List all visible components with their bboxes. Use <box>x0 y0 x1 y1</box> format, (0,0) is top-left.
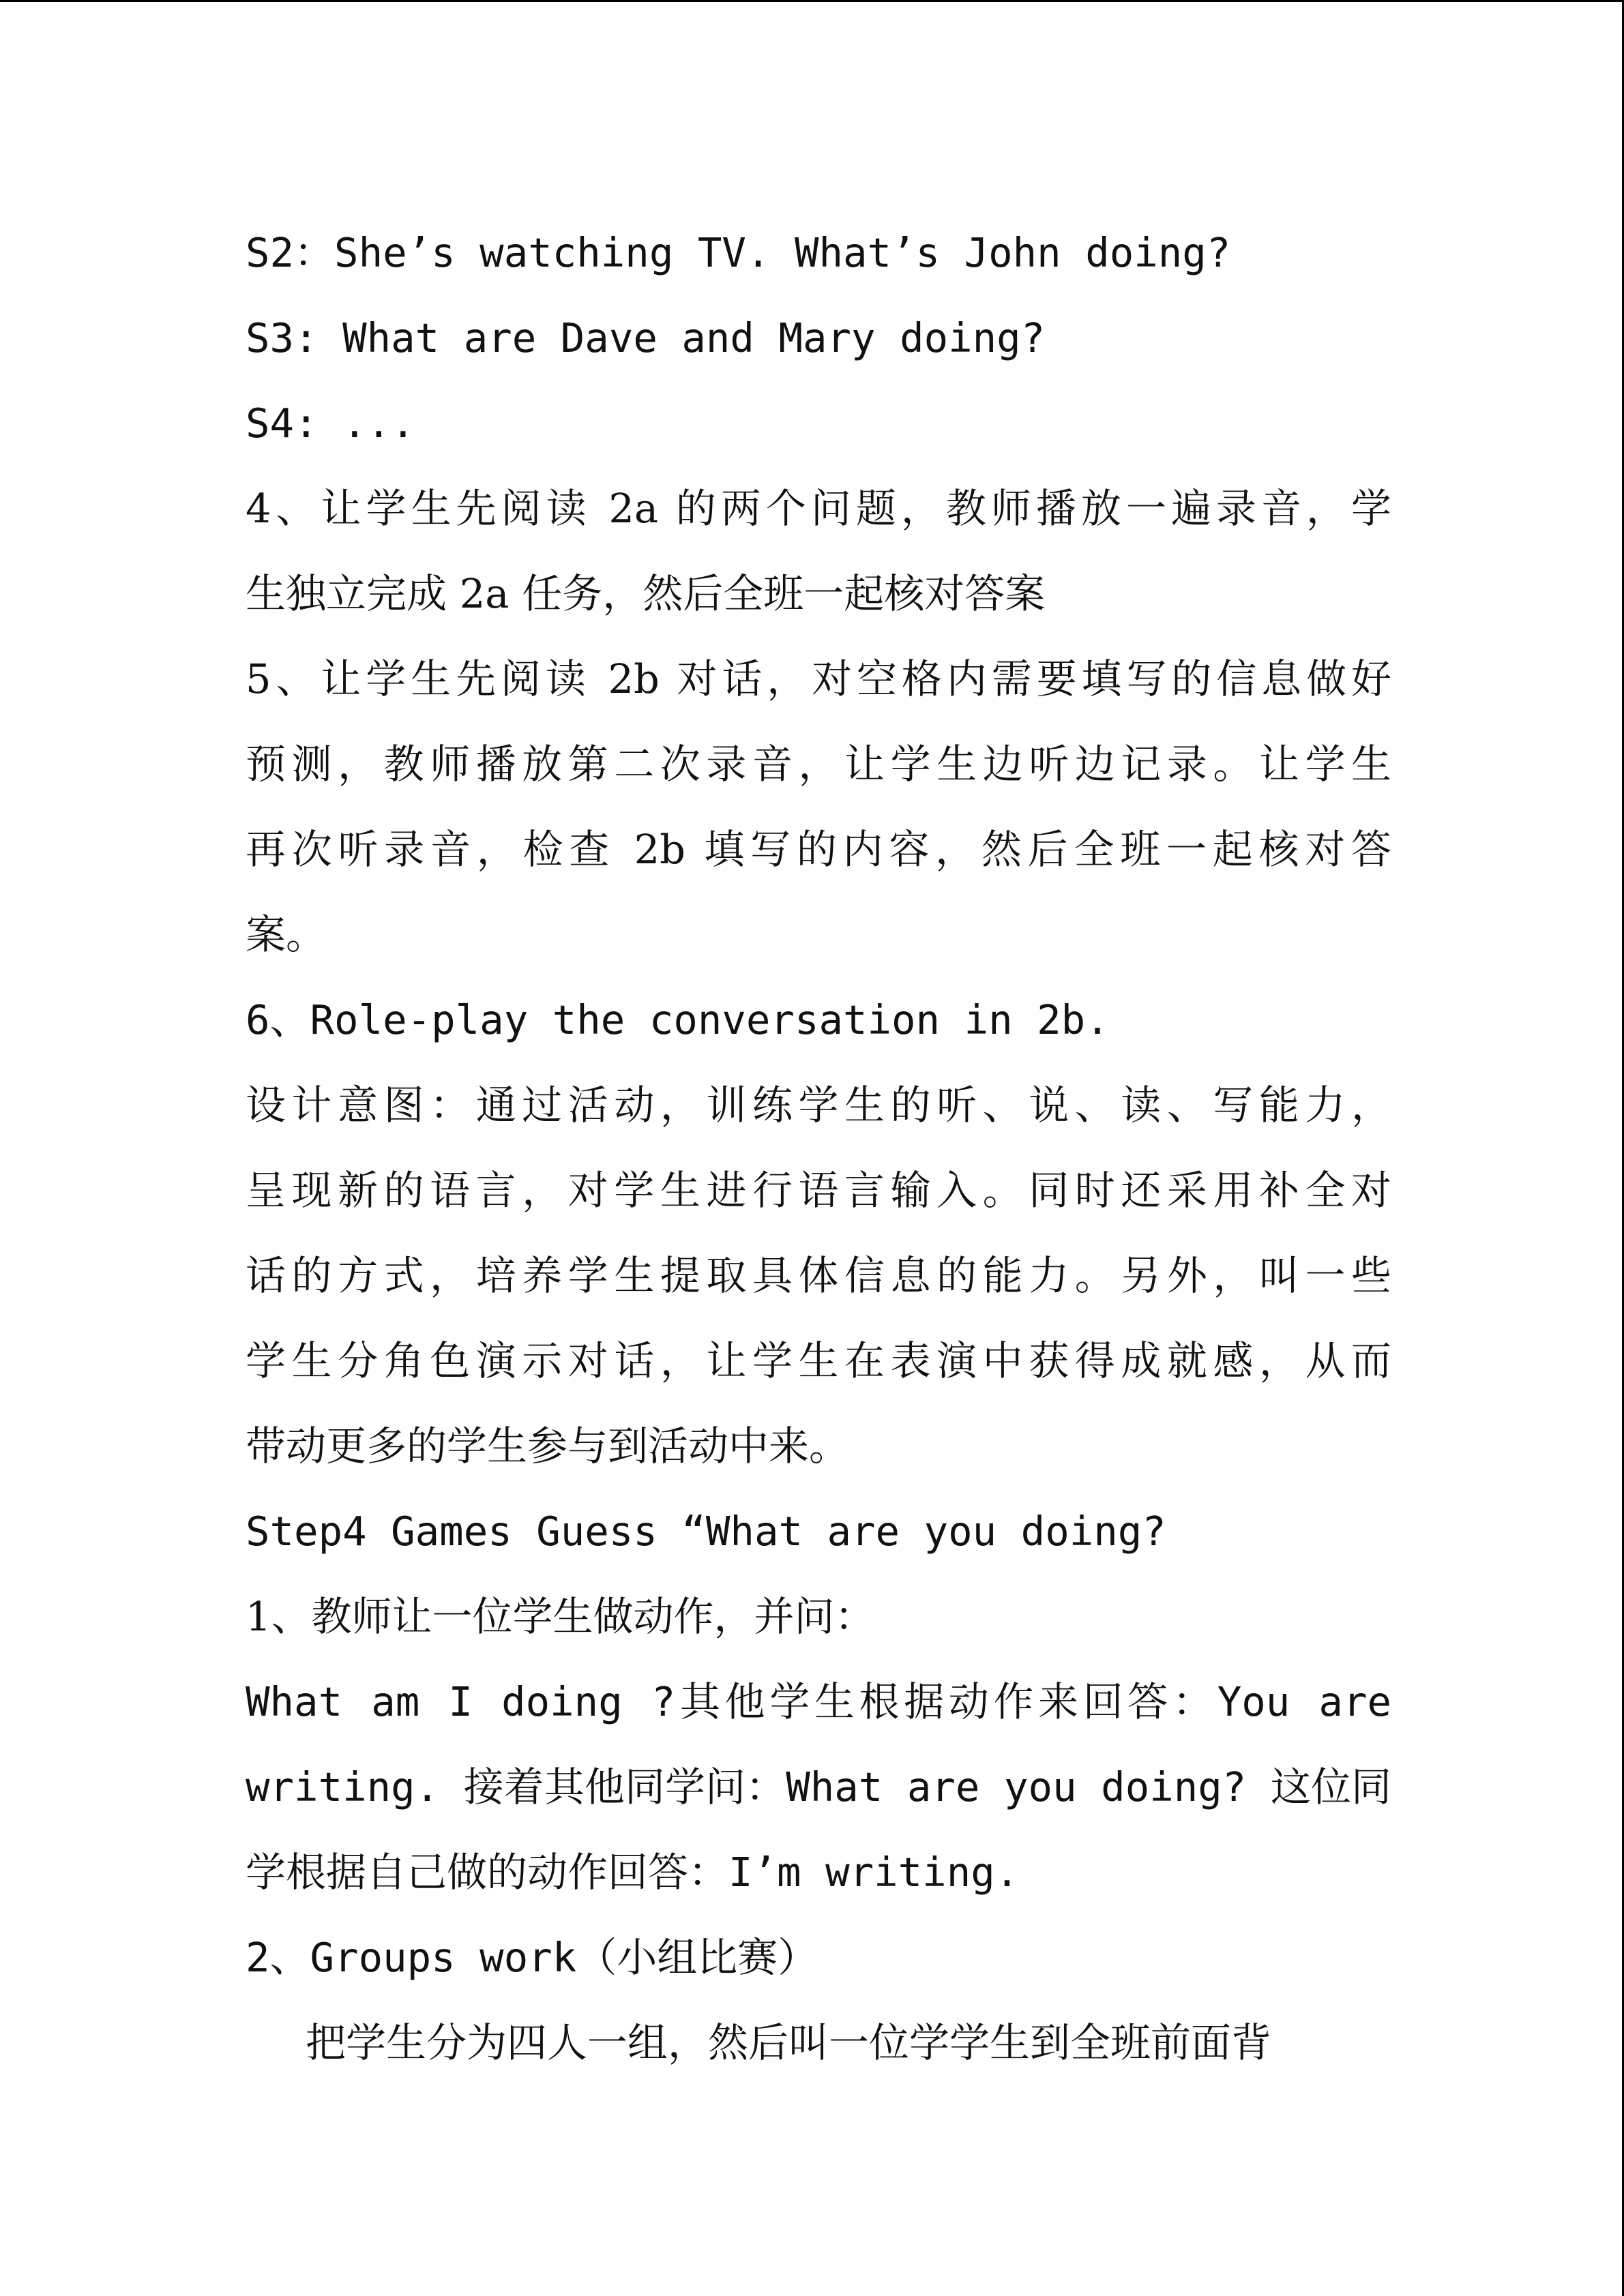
step-4-line-2: 生独立完成 2a 任务，然后全班一起核对答案 <box>246 570 1046 617</box>
design-intent-line-3: 话的方式，培养学生提取具体信息的能力。另外，叫一些 <box>246 1252 1391 1299</box>
game-step-1-line-3: writing. 接着其他同学问：What are you doing? 这位同 <box>246 1763 1391 1810</box>
dialogue-line-s3: S3: What are Dave and Mary doing? <box>246 314 1046 361</box>
dialogue-line-s2: S2：She’s watching TV. What’s John doing? <box>246 229 1231 276</box>
game-step-2-line-1: 把学生分为四人一组，然后叫一位学学生到全班前面背 <box>306 2019 1272 2066</box>
step4-heading: Step4 Games Guess “What are you doing? <box>246 1508 1166 1555</box>
step-5-line-2: 预测，教师播放第二次录音，让学生边听边记录。让学生 <box>246 741 1391 788</box>
step-5-line-1: 5、让学生先阅读 2b 对话，对空格内需要填写的信息做好 <box>246 655 1391 702</box>
design-intent-line-5: 带动更多的学生参与到活动中来。 <box>246 1422 850 1470</box>
step-6-line: 6、Role-play the conversation in 2b. <box>246 996 1110 1043</box>
design-intent-line-4: 学生分角色演示对话，让学生在表演中获得成就感，从而 <box>246 1337 1391 1384</box>
design-intent-line-1: 设计意图：通过活动，训练学生的听、说、读、写能力， <box>246 1082 1391 1129</box>
game-step-2-heading: 2、Groups work（小组比赛） <box>246 1934 818 1981</box>
design-intent-line-2: 呈现新的语言，对学生进行语言输入。同时还采用补全对 <box>246 1167 1391 1214</box>
step-5-line-4: 案。 <box>246 911 327 958</box>
document-body <box>246 210 1391 2085</box>
top-border-line <box>0 0 1624 2</box>
step-5-line-3: 再次听录音，检查 2b 填写的内容，然后全班一起核对答 <box>246 826 1391 873</box>
dialogue-line-s4: S4: ... <box>246 400 415 447</box>
game-step-1-line-2: What am I doing ?其他学生根据动作来回答：You are <box>246 1678 1391 1725</box>
game-step-1-line-4: 学根据自己做的动作回答：I’m writing. <box>246 1849 1020 1896</box>
step-4-line-1: 4、让学生先阅读 2a 的两个问题，教师播放一遍录音，学 <box>246 485 1391 532</box>
game-step-1-line-1: 1、教师让一位学生做动作，并问： <box>246 1593 875 1640</box>
